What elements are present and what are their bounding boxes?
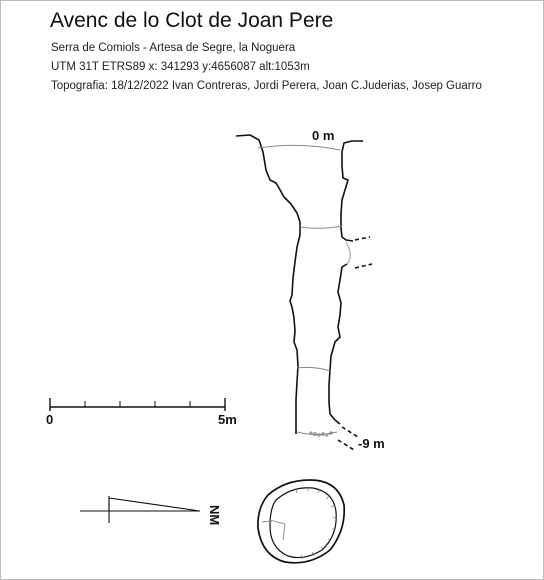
bottom-depth-label: -9 m [358, 436, 385, 451]
section-right-wall [341, 141, 363, 241]
survey-credits-line: Topografia: 18/12/2022 Ivan Contreras, Jordi Perera, Joan C.Juderias, Josep Guarro [51, 80, 482, 92]
survey-title: Avenc de lo Clot de Joan Pere [50, 9, 334, 32]
location-line: Serra de Comiols - Artesa de Segre, la Noguera [51, 42, 296, 54]
north-arrow [80, 496, 200, 523]
north-arrow-label: NM [207, 505, 222, 526]
scale-end-label: 5m [218, 412, 237, 427]
section-left-wall [236, 135, 300, 434]
coordinates-line: UTM 31T ETRS89 x: 341293 y:4656087 alt:1053m [51, 61, 310, 73]
section-right-wall-mid [329, 264, 347, 424]
continuation-dashed-1 [355, 237, 370, 240]
scale-start-label: 0 [46, 412, 54, 427]
vertical-section [236, 135, 372, 450]
continuation-dashed-3 [342, 427, 358, 437]
continuation-dashed-4 [338, 440, 354, 450]
top-depth-label: 0 m [312, 128, 335, 143]
continuation-dashed-2 [355, 264, 372, 268]
scale-bar [50, 398, 225, 411]
section-cross-lines [258, 145, 350, 434]
plan-view [258, 480, 344, 563]
